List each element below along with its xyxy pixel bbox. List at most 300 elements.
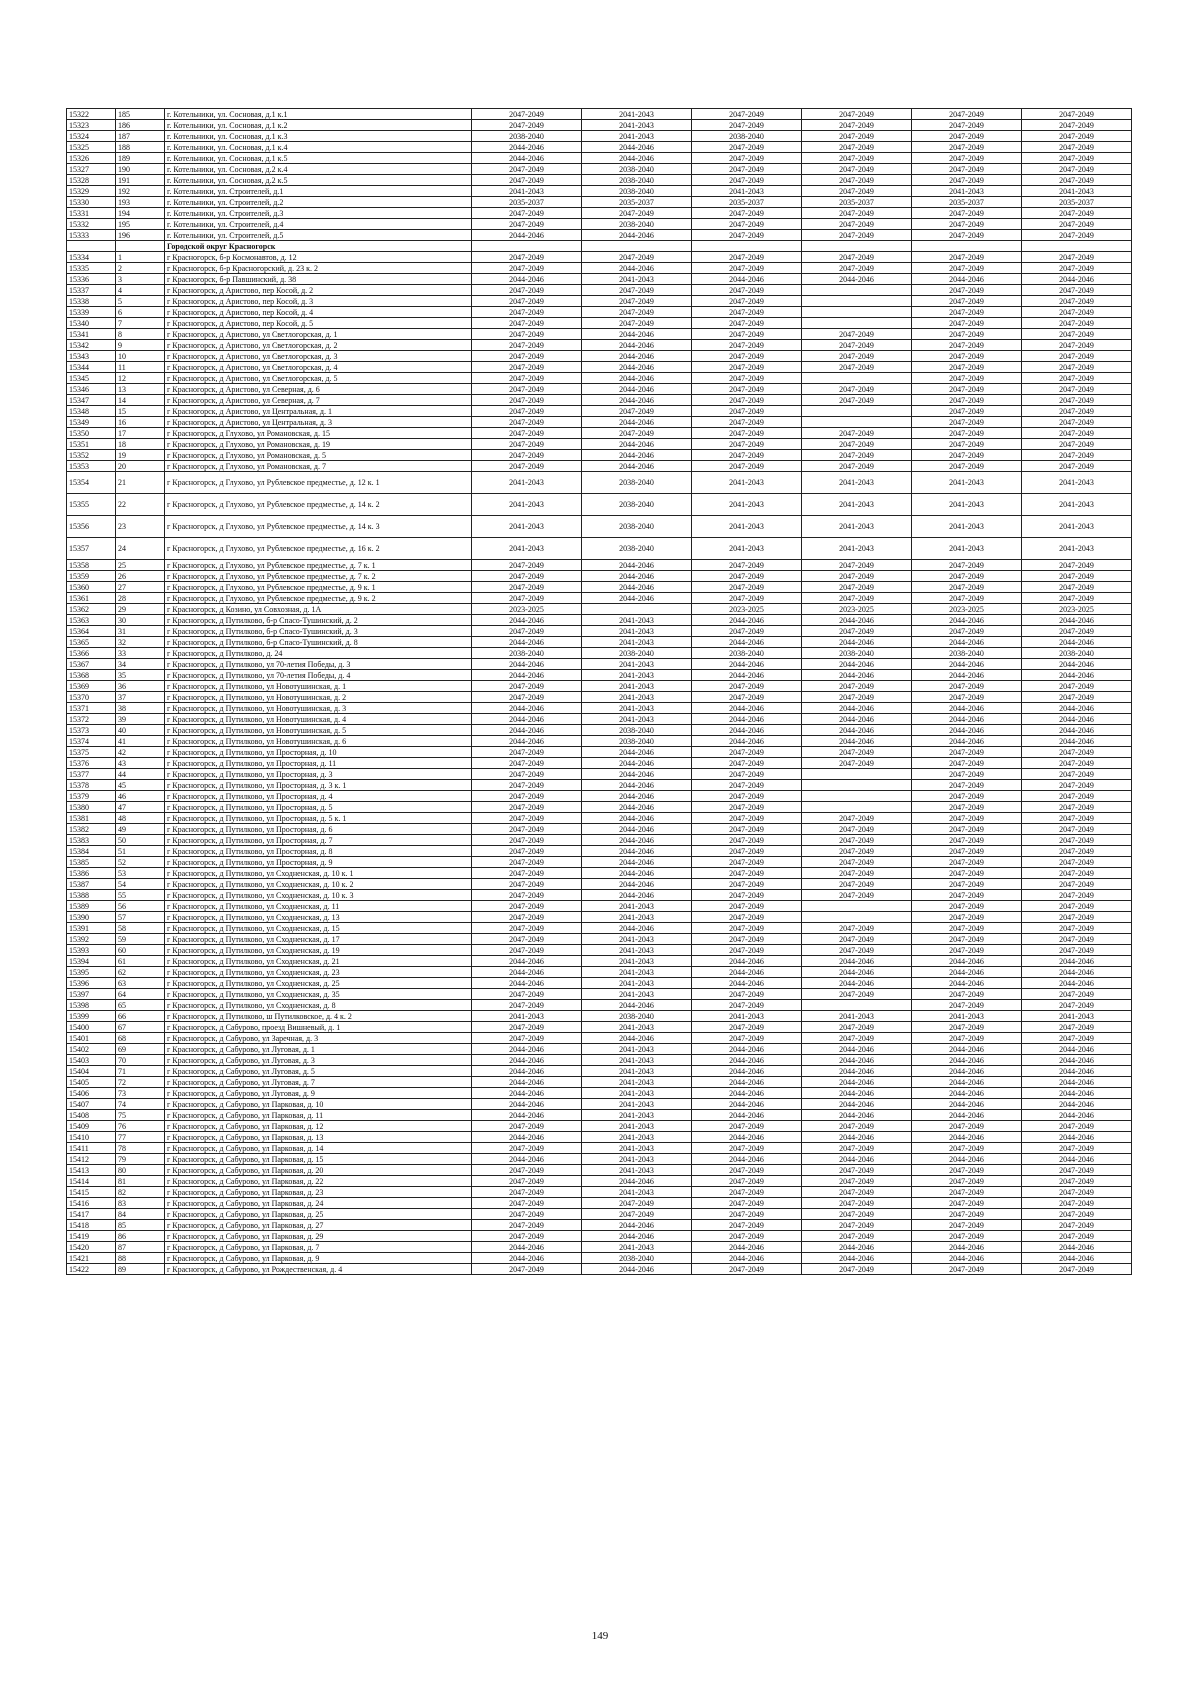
period-cell: 2047-2049 [582,296,692,307]
section-title-cell: Городской округ Красногорск [165,241,472,252]
period-cell: 2041-2043 [582,626,692,637]
period-cell: 2047-2049 [912,692,1022,703]
period-cell: 2044-2046 [582,1220,692,1231]
period-cell: 2023-2025 [472,604,582,615]
period-cell: 2047-2049 [1022,153,1132,164]
table-row [67,769,1132,780]
record-id-cell: 15345 [67,373,116,384]
address-cell: г Красногорск, д Аристово, ул Центральная, д. 3 [165,417,472,428]
period-cell: 2047-2049 [692,912,802,923]
record-id-cell: 15392 [67,934,116,945]
period-cell: 2047-2049 [802,1022,912,1033]
period-cell: 2041-2043 [692,538,802,560]
period-cell: 2044-2046 [912,703,1022,714]
period-cell: 2047-2049 [802,362,912,373]
record-id-cell: 15395 [67,967,116,978]
period-cell: 2041-2043 [692,1011,802,1022]
record-id-cell: 15355 [67,494,116,516]
table-row [67,879,1132,890]
table-row [67,1209,1132,1220]
period-cell: 2041-2043 [912,472,1022,494]
period-cell: 2047-2049 [912,428,1022,439]
period-cell: 2044-2046 [1022,1110,1132,1121]
period-cell: 2047-2049 [472,417,582,428]
record-id-cell: 15352 [67,450,116,461]
period-cell: 2044-2046 [472,615,582,626]
period-cell: 2023-2025 [802,604,912,615]
period-cell: 2041-2043 [1022,516,1132,538]
record-id-cell: 15413 [67,1165,116,1176]
period-cell: 2044-2046 [582,329,692,340]
row-number-cell: 52 [116,857,165,868]
table-row [67,1253,1132,1264]
period-cell: 2047-2049 [1022,406,1132,417]
address-cell: г Красногорск, д Сабурово, ул Луговая, д. 7 [165,1077,472,1088]
table-row [67,208,1132,219]
period-cell: 2047-2049 [692,857,802,868]
address-cell: г Красногорск, д Путилково, ул Сходненская, д. 10 к. 2 [165,879,472,890]
period-cell: 2047-2049 [802,846,912,857]
table-row [67,967,1132,978]
period-cell: 2047-2049 [692,175,802,186]
address-cell: г Красногорск, д Сабурово, ул Луговая, д. 3 [165,1055,472,1066]
row-number-cell: 44 [116,769,165,780]
table-row [67,439,1132,450]
address-cell: г Красногорск, д Сабурово, ул Парковая, д. 15 [165,1154,472,1165]
row-number-cell: 38 [116,703,165,714]
period-cell: 2041-2043 [582,945,692,956]
period-cell: 2044-2046 [472,274,582,285]
address-cell: г Красногорск, д Глухово, ул Рублевское предместье, д. 12 к. 1 [165,472,472,494]
period-cell: 2047-2049 [692,384,802,395]
row-number-cell: 55 [116,890,165,901]
address-cell: г Красногорск, д Глухово, ул Рублевское предместье, д. 14 к. 3 [165,516,472,538]
period-cell: 2044-2046 [582,780,692,791]
address-cell: г Красногорск, д Путилково, ул Новотушинская, д. 2 [165,692,472,703]
period-cell: 2041-2043 [582,274,692,285]
period-cell: 2047-2049 [912,142,1022,153]
period-cell: 2047-2049 [472,461,582,472]
period-cell: 2041-2043 [472,516,582,538]
address-cell: г Красногорск, д Путилково, ул Просторная, д. 5 [165,802,472,813]
period-cell: 2047-2049 [912,406,1022,417]
period-cell: 2047-2049 [912,131,1022,142]
period-cell: 2047-2049 [802,208,912,219]
table-row [67,1198,1132,1209]
period-cell: 2047-2049 [1022,109,1132,120]
period-cell: 2041-2043 [582,1121,692,1132]
period-cell: 2047-2049 [692,307,802,318]
period-cell: 2047-2049 [802,1231,912,1242]
period-cell: 2047-2049 [912,252,1022,263]
period-cell: 2047-2049 [692,989,802,1000]
row-number-cell: 191 [116,175,165,186]
period-cell: 2047-2049 [472,835,582,846]
row-number-cell: 80 [116,1165,165,1176]
address-cell: г Красногорск, б-р Павшинский, д. 38 [165,274,472,285]
period-cell: 2047-2049 [692,1231,802,1242]
period-cell: 2038-2040 [582,175,692,186]
period-cell: 2044-2046 [1022,1154,1132,1165]
period-cell: 2044-2046 [1022,1044,1132,1055]
period-cell: 2044-2046 [692,1132,802,1143]
period-cell: 2047-2049 [912,417,1022,428]
record-id-cell: 15393 [67,945,116,956]
table-row [67,1165,1132,1176]
period-cell: 2044-2046 [582,879,692,890]
period-cell: 2047-2049 [692,1033,802,1044]
period-cell: 2047-2049 [692,681,802,692]
period-cell: 2044-2046 [582,230,692,241]
period-cell: 2041-2043 [582,692,692,703]
period-cell: 2044-2046 [582,582,692,593]
period-cell: 2041-2043 [912,516,1022,538]
period-cell: 2047-2049 [802,571,912,582]
document-sheet [66,108,1131,1275]
address-cell: г Красногорск, д Путилково, ш Путилковское, д. 4 к. 2 [165,1011,472,1022]
period-cell: 2047-2049 [472,373,582,384]
address-cell: г Красногорск, д Путилково, ул Просторная, д. 8 [165,846,472,857]
address-cell: г Красногорск, д Глухово, ул Романовская, д. 19 [165,439,472,450]
period-cell: 2047-2049 [1022,879,1132,890]
period-cell: 2047-2049 [1022,813,1132,824]
period-cell: 2047-2049 [692,1143,802,1154]
period-cell: 2047-2049 [912,747,1022,758]
record-id-cell: 15363 [67,615,116,626]
period-cell: 2044-2046 [582,263,692,274]
period-cell: 2047-2049 [472,175,582,186]
period-cell: 2044-2046 [1022,615,1132,626]
table-row [67,901,1132,912]
record-id-cell: 15335 [67,263,116,274]
section-header-row [67,241,1132,252]
period-cell: 2047-2049 [692,153,802,164]
period-cell: 2047-2049 [802,945,912,956]
period-cell: 2041-2043 [802,472,912,494]
period-cell: 2044-2046 [912,978,1022,989]
period-cell: 2047-2049 [472,1231,582,1242]
row-number-cell: 79 [116,1154,165,1165]
period-cell [1022,241,1132,252]
period-cell: 2047-2049 [802,1176,912,1187]
period-cell: 2047-2049 [472,1187,582,1198]
period-cell: 2044-2046 [692,1253,802,1264]
period-cell: 2047-2049 [1022,912,1132,923]
row-number-cell: 85 [116,1220,165,1231]
period-cell [802,1000,912,1011]
period-cell: 2044-2046 [912,956,1022,967]
record-id-cell: 15387 [67,879,116,890]
table-row [67,450,1132,461]
period-cell: 2047-2049 [802,1033,912,1044]
record-id-cell: 15331 [67,208,116,219]
period-cell: 2044-2046 [582,439,692,450]
period-cell: 2047-2049 [692,109,802,120]
table-row [67,1022,1132,1033]
period-cell: 2047-2049 [912,384,1022,395]
period-cell: 2044-2046 [582,450,692,461]
row-number-cell: 9 [116,340,165,351]
period-cell [912,241,1022,252]
period-cell: 2047-2049 [472,824,582,835]
period-cell: 2047-2049 [1022,1176,1132,1187]
period-cell: 2047-2049 [912,1220,1022,1231]
address-cell: г Красногорск, д Сабурово, ул Рождественская, д. 4 [165,1264,472,1275]
period-cell: 2041-2043 [692,516,802,538]
period-cell: 2047-2049 [1022,626,1132,637]
period-cell: 2047-2049 [1022,219,1132,230]
row-number-cell: 37 [116,692,165,703]
period-cell: 2041-2043 [582,1143,692,1154]
period-cell: 2047-2049 [472,747,582,758]
address-cell: г Красногорск, д Аристово, ул Светлогорская, д. 4 [165,362,472,373]
period-cell: 2044-2046 [912,1077,1022,1088]
period-cell: 2047-2049 [912,1121,1022,1132]
table-row [67,373,1132,384]
period-cell: 2047-2049 [912,1165,1022,1176]
table-row [67,1220,1132,1231]
period-cell: 2044-2046 [1022,967,1132,978]
period-cell: 2047-2049 [472,1165,582,1176]
period-cell: 2047-2049 [1022,230,1132,241]
period-cell: 2047-2049 [802,923,912,934]
period-cell: 2047-2049 [472,626,582,637]
period-cell: 2047-2049 [692,780,802,791]
table-row [67,593,1132,604]
record-id-cell: 15323 [67,120,116,131]
period-cell: 2044-2046 [472,1154,582,1165]
period-cell: 2038-2040 [582,516,692,538]
period-cell: 2047-2049 [912,890,1022,901]
period-cell: 2047-2049 [582,307,692,318]
record-id-cell: 15333 [67,230,116,241]
period-cell: 2044-2046 [802,1088,912,1099]
row-number-cell: 88 [116,1253,165,1264]
row-number-cell: 15 [116,406,165,417]
period-cell [802,285,912,296]
period-cell: 2041-2043 [472,1011,582,1022]
table-row [67,934,1132,945]
schedule-table-body [67,109,1132,1275]
record-id-cell: 15349 [67,417,116,428]
row-number-cell: 196 [116,230,165,241]
period-cell: 2044-2046 [912,1132,1022,1143]
row-number-cell: 50 [116,835,165,846]
period-cell: 2044-2046 [692,1110,802,1121]
period-cell: 2047-2049 [912,1198,1022,1209]
row-number-cell: 61 [116,956,165,967]
period-cell: 2041-2043 [472,186,582,197]
period-cell: 2047-2049 [1022,285,1132,296]
period-cell: 2047-2049 [692,571,802,582]
table-row [67,1143,1132,1154]
record-id-cell: 15354 [67,472,116,494]
period-cell: 2047-2049 [472,582,582,593]
row-number-cell: 13 [116,384,165,395]
period-cell: 2044-2046 [912,714,1022,725]
period-cell: 2044-2046 [1022,637,1132,648]
period-cell: 2047-2049 [912,362,1022,373]
table-row [67,318,1132,329]
period-cell: 2044-2046 [692,1099,802,1110]
period-cell: 2047-2049 [1022,340,1132,351]
period-cell: 2044-2046 [692,1066,802,1077]
period-cell: 2047-2049 [692,1220,802,1231]
period-cell: 2047-2049 [912,439,1022,450]
period-cell: 2041-2043 [582,978,692,989]
address-cell: г Красногорск, д Путилково, ул Сходненская, д. 21 [165,956,472,967]
address-cell: г Красногорск, д Сабурово, ул Парковая, д. 24 [165,1198,472,1209]
row-number-cell: 33 [116,648,165,659]
address-cell: г Красногорск, д Путилково, ул Просторная, д. 3 [165,769,472,780]
period-cell: 2035-2037 [1022,197,1132,208]
row-number-cell: 48 [116,813,165,824]
period-cell: 2041-2043 [582,934,692,945]
period-cell: 2044-2046 [912,670,1022,681]
row-number-cell: 186 [116,120,165,131]
period-cell: 2041-2043 [582,1088,692,1099]
row-number-cell: 188 [116,142,165,153]
address-cell: г Красногорск, д Сабурово, ул Парковая, д. 14 [165,1143,472,1154]
address-cell: г Красногорск, д Путилково, ул Сходненская, д. 35 [165,989,472,1000]
period-cell: 2047-2049 [472,1176,582,1187]
table-row [67,285,1132,296]
period-cell: 2041-2043 [472,472,582,494]
period-cell: 2047-2049 [1022,1209,1132,1220]
table-row [67,1110,1132,1121]
period-cell: 2047-2049 [802,593,912,604]
period-cell: 2044-2046 [912,1110,1022,1121]
period-cell: 2041-2043 [582,131,692,142]
table-row [67,1121,1132,1132]
period-cell: 2038-2040 [582,164,692,175]
period-cell: 2047-2049 [582,285,692,296]
record-id-cell: 15405 [67,1077,116,1088]
period-cell: 2044-2046 [472,736,582,747]
period-cell: 2047-2049 [472,1264,582,1275]
address-cell: г Красногорск, д Сабурово, ул Парковая, д. 12 [165,1121,472,1132]
period-cell: 2041-2043 [582,120,692,131]
record-id-cell: 15324 [67,131,116,142]
record-id-cell: 15325 [67,142,116,153]
period-cell: 2044-2046 [692,1044,802,1055]
period-cell: 2044-2046 [1022,1099,1132,1110]
period-cell: 2044-2046 [692,956,802,967]
period-cell: 2035-2037 [582,197,692,208]
period-cell: 2047-2049 [1022,1000,1132,1011]
period-cell: 2047-2049 [692,417,802,428]
period-cell: 2044-2046 [802,1044,912,1055]
record-id-cell: 15394 [67,956,116,967]
record-id-cell: 15381 [67,813,116,824]
period-cell: 2047-2049 [472,780,582,791]
address-cell: г Красногорск, д Сабурово, ул Парковая, д. 7 [165,1242,472,1253]
period-cell: 2047-2049 [692,791,802,802]
period-cell: 2044-2046 [1022,978,1132,989]
period-cell: 2044-2046 [912,1055,1022,1066]
period-cell: 2038-2040 [472,648,582,659]
address-cell: г Красногорск, д Путилково, ул Новотушинская, д. 4 [165,714,472,725]
period-cell: 2023-2025 [1022,604,1132,615]
row-number-cell: 73 [116,1088,165,1099]
period-cell: 2038-2040 [582,736,692,747]
period-cell: 2047-2049 [1022,824,1132,835]
record-id-cell: 15366 [67,648,116,659]
period-cell: 2047-2049 [472,362,582,373]
period-cell: 2035-2037 [912,197,1022,208]
record-id-cell: 15368 [67,670,116,681]
record-id-cell: 15384 [67,846,116,857]
row-number-cell: 75 [116,1110,165,1121]
record-id-cell: 15328 [67,175,116,186]
address-cell: г Красногорск, д Глухово, ул Романовская, д. 5 [165,450,472,461]
address-cell: г Красногорск, д Путилково, ул Новотушинская, д. 1 [165,681,472,692]
table-row [67,626,1132,637]
period-cell: 2041-2043 [692,186,802,197]
period-cell: 2047-2049 [912,879,1022,890]
table-row [67,516,1132,538]
row-number-cell: 4 [116,285,165,296]
record-id-cell: 15342 [67,340,116,351]
record-id-cell: 15377 [67,769,116,780]
row-number-cell: 18 [116,439,165,450]
period-cell: 2038-2040 [582,1011,692,1022]
record-id-cell: 15417 [67,1209,116,1220]
row-number-cell: 42 [116,747,165,758]
record-id-cell: 15396 [67,978,116,989]
period-cell: 2044-2046 [582,791,692,802]
address-cell: г Красногорск, д Путилково, ул Просторная, д. 10 [165,747,472,758]
row-number-cell: 57 [116,912,165,923]
period-cell: 2047-2049 [692,252,802,263]
row-number-cell: 195 [116,219,165,230]
record-id-cell: 15361 [67,593,116,604]
period-cell: 2047-2049 [472,1033,582,1044]
period-cell: 2041-2043 [472,494,582,516]
record-id-cell: 15416 [67,1198,116,1209]
period-cell: 2041-2043 [912,186,1022,197]
table-row [67,340,1132,351]
period-cell: 2047-2049 [912,318,1022,329]
period-cell: 2044-2046 [802,670,912,681]
table-row [67,1011,1132,1022]
period-cell: 2038-2040 [472,131,582,142]
address-cell: г Красногорск, д Глухово, ул Рублевское предместье, д. 9 к. 1 [165,582,472,593]
record-id-cell: 15351 [67,439,116,450]
table-row [67,582,1132,593]
period-cell: 2044-2046 [582,153,692,164]
period-cell: 2047-2049 [472,406,582,417]
period-cell: 2044-2046 [582,857,692,868]
period-cell [802,241,912,252]
record-id-cell: 15338 [67,296,116,307]
period-cell: 2047-2049 [692,428,802,439]
period-cell: 2047-2049 [912,945,1022,956]
table-row [67,164,1132,175]
address-cell: г Красногорск, д Аристово, ул Северная, д. 7 [165,395,472,406]
period-cell: 2047-2049 [802,582,912,593]
period-cell: 2047-2049 [802,263,912,274]
address-cell: г Красногорск, д Сабурово, ул Парковая, д. 11 [165,1110,472,1121]
period-cell: 2047-2049 [912,461,1022,472]
row-number-cell: 26 [116,571,165,582]
period-cell: 2044-2046 [582,395,692,406]
record-id-cell: 15400 [67,1022,116,1033]
period-cell: 2047-2049 [1022,769,1132,780]
period-cell: 2047-2049 [472,989,582,1000]
period-cell: 2047-2049 [912,164,1022,175]
period-cell: 2041-2043 [582,1044,692,1055]
